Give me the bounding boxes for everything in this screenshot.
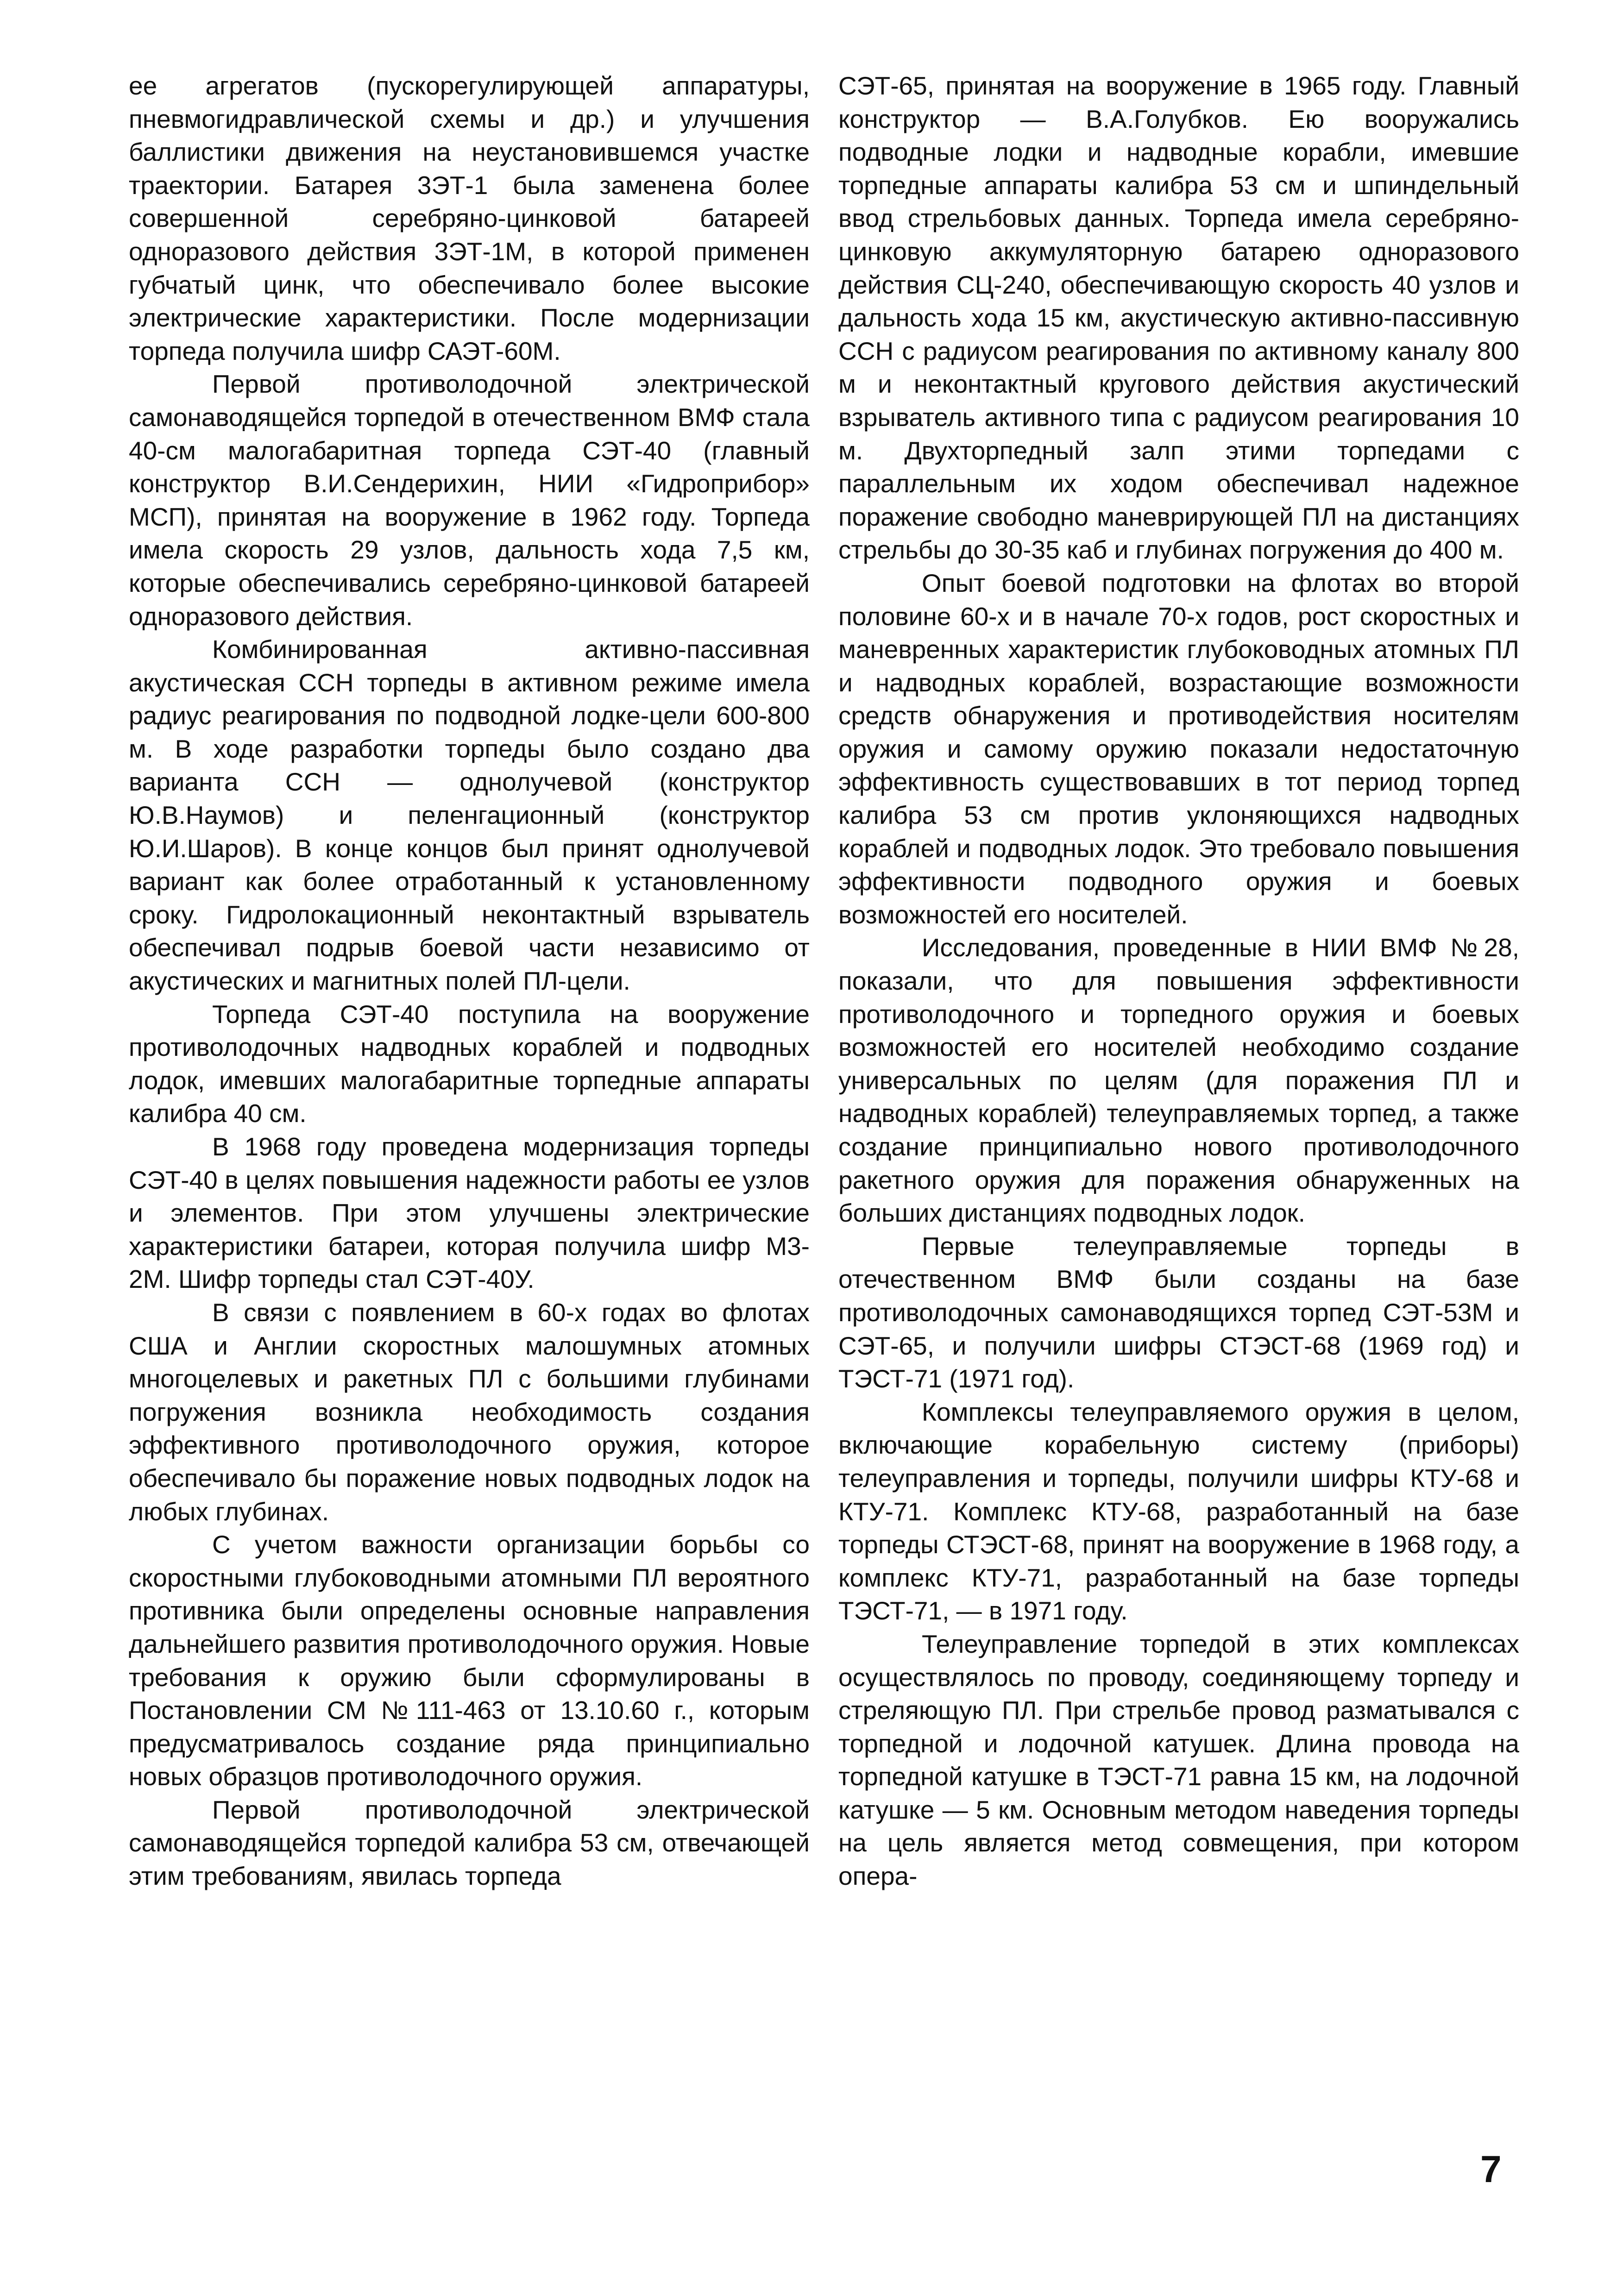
right-column bbox=[838, 69, 1519, 1893]
paragraph: Торпеда СЭТ-40 поступила на вооружение противолодочных надводных кораблей и подводных лодок, имевших малогабаритные торпедные аппараты калибра 40 см. bbox=[129, 999, 810, 1128]
paragraph: Опыт боевой подготовки на флотах во второй половине 60-х и в начале 70-х годов, рост скоростных и маневренных характеристик глубоководных атомных ПЛ и надводных кораблей, возрастающие возможности средств обнаружения и противодействия носителям оружия и самому оружию показали недостаточную эффективность существовавших в тот период торпед калибра 53 см против уклоняющихся надводных кораблей и подводных лодок. Это требовало повышения эффективности подводного оружия и боевых возможностей его носителей. bbox=[838, 568, 1519, 929]
page-number: 7 bbox=[1480, 2148, 1502, 2190]
paragraph: В связи с появлением в 60-х годах во флотах США и Англии скоростных малошумных атомных многоцелевых и ракетных ПЛ с большими глубинами погружения возникла необходимость создания эффективного противолодочного оружия, которое обеспечивало бы поражение новых подводных лодок на любых глубинах. bbox=[129, 1298, 810, 1526]
paragraph: Комбинированная активно-пассивная акустическая ССН торпеды в активном режиме имела радиус реагирования по подводной лодке-цели 600-800 м. В ходе разработки торпеды было создано два варианта ССН — однолучевой (конструктор Ю.В.Наумов) и пеленгационный (конструктор Ю.И.Шаров). В конце концов был принят однолучевой вариант как более отработанный к установленному сроку. Гидролокационный неконтактный взрыватель обеспечивал подрыв боевой части независимо от акустических и магнитных полей ПЛ-цели. bbox=[129, 635, 810, 996]
left-column bbox=[129, 69, 810, 1893]
paragraph: СЭТ-65, принятая на вооружение в 1965 году. Главный конструктор — В.А.Голубков. Ею вооружались подводные лодки и надводные корабли, имевшие торпедные аппараты калибра 53 см и шпиндельный ввод стрельбовых данных. Торпеда имела серебряно-цинковую аккумуляторную батарею одноразового действия СЦ-240, обеспечивающую скорость 40 узлов и дальность хода 15 км, акустическую активно-пассивную ССН с радиусом реагирования по активному каналу 800 м и неконтактный кругового действия акустический взрыватель активного типа с радиусом реагирования 10 м. Двухторпедный залп этими торпедами с параллельным их ходом обеспечивал надежное поражение свободно маневрирующей ПЛ на дистанциях стрельбы до 30-35 каб и глубинах погружения до 400 м. bbox=[838, 71, 1519, 565]
paragraph: Исследования, проведенные в НИИ ВМФ №28, показали, что для повышения эффективности противолодочного и торпедного оружия и боевых возможностей его носителей необходимо создание универсальных по целям (для поражения ПЛ и надводных кораблей) телеуправляемых торпед, а также создание принципиально нового противолодочного ракетного оружия для поражения обнаруженных на больших дистанциях подводных лодок. bbox=[838, 933, 1519, 1228]
paragraph: ее агрегатов (пускорегулирующей аппаратуры, пневмогидравлической схемы и др.) и улучшения баллистики движения на неустановившемся участке траектории. Батарея 3ЭТ-1 была заменена более совершенной серебряно-цинковой батареей одноразового действия 3ЭТ-1М, в которой применен губчатый цинк, что обеспечивало более высокие электрические характеристики. После модернизации торпеда получила шифр САЭТ-60М. bbox=[129, 71, 810, 365]
paragraph: С учетом важности организации борьбы со скоростными глубоководными атомными ПЛ вероятного противника были определены основные направления дальнейшего развития противолодочного оружия. Новые требования к оружию были сформулированы в Постановлении СМ №111-463 от 13.10.60 г., которым предусматривалось создание ряда принципиально новых образцов противолодочного оружия. bbox=[129, 1530, 810, 1791]
paragraph: Комплексы телеуправляемого оружия в целом, включающие корабельную систему (приборы) телеуправления и торпеды, получили шифры КТУ-68 и КТУ-71. Комплекс КТУ-68, разработанный на базе торпеды СТЭСТ-68, принят на вооружение в 1968 году, а комплекс КТУ-71, разработанный на базе торпеды ТЭСТ-71, — в 1971 году. bbox=[838, 1397, 1519, 1625]
paragraph: Телеуправление торпедой в этих комплексах осуществлялось по проводу, соединяющему торпеду и стреляющую ПЛ. При стрельбе провод разматывался с торпедной и лодочной катушек. Длина провода на торпедной катушке в ТЭСТ-71 равна 15 км, на лодочной катушке — 5 км. Основным методом наведения торпеды на цель является метод совмещения, при котором опера- bbox=[838, 1629, 1519, 1891]
paragraph: Первые телеуправляемые торпеды в отечественном ВМФ были созданы на базе противолодочных самонаводящихся торпед СЭТ-53М и СЭТ-65, и получили шифры СТЭСТ-68 (1969 год) и ТЭСТ-71 (1971 год). bbox=[838, 1231, 1519, 1393]
paragraph: В 1968 году проведена модернизация торпеды СЭТ-40 в целях повышения надежности работы ее узлов и элементов. При этом улучшены электрические характеристики батареи, которая получила шифр М3-2М. Шифр торпеды стал СЭТ-40У. bbox=[129, 1132, 810, 1294]
paragraph: Первой противолодочной электрической самонаводящейся торпедой в отечественном ВМФ стала 40-см малогабаритная торпеда СЭТ-40 (главный конструктор В.И.Сендерихин, НИИ «Гидроприбор» МСП), принятая на вооружение в 1962 году. Торпеда имела скорость 29 узлов, дальность хода 7,5 км, которые обеспечивались серебряно-цинковой батареей одноразового действия. bbox=[129, 370, 810, 631]
paragraph: Первой противолодочной электрической самонаводящейся торпедой калибра 53 см, отвечающей этим требованиям, явилась торпеда bbox=[129, 1795, 810, 1891]
